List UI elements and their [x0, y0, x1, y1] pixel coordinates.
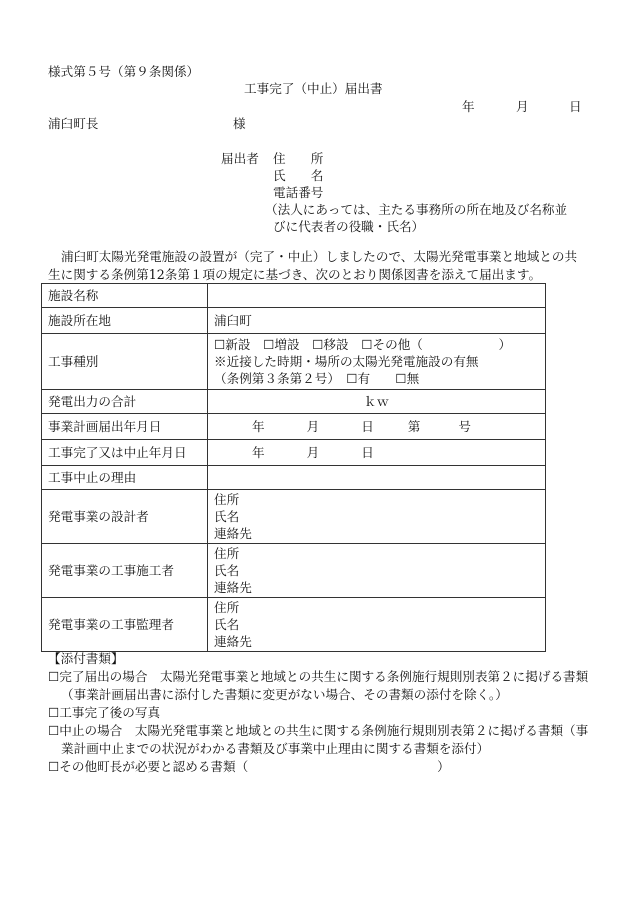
output-label: 発電出力の合計	[42, 390, 208, 414]
constructor-field[interactable]	[208, 544, 546, 598]
supervisor-address-label: 住所	[214, 600, 240, 615]
attachment-item-photos[interactable]: ☐工事完了後の写真	[48, 705, 161, 720]
attachments-section	[48, 650, 593, 776]
facility-name-field[interactable]	[208, 284, 546, 308]
date-year-label: 年	[462, 99, 475, 114]
constructor-name-label: 氏名	[214, 563, 240, 578]
facility-table	[41, 283, 546, 652]
row-facility-location	[42, 308, 546, 334]
output-unit: ｋｗ	[363, 393, 390, 409]
completion-year: 年	[252, 444, 265, 460]
plan-date-day: 日	[361, 418, 374, 434]
form-number: 様式第５号（第９条関係）	[48, 64, 200, 79]
work-type-field	[208, 334, 546, 390]
row-stop-reason	[42, 466, 546, 490]
applicant-label: 届出者	[221, 151, 259, 166]
completion-date-field[interactable]	[208, 440, 546, 466]
attachment-item-stop[interactable]: ☐中止の場合 太陽光発電事業と地域との共生に関する条例施行規則別表第２に掲げる書類（事業計画中止までの状況がわかる書類及び事業中止理由に関する書類を添付）	[48, 723, 589, 756]
work-type-label: 工事種別	[42, 334, 208, 390]
row-completion-date	[42, 440, 546, 466]
supervisor-field[interactable]	[208, 598, 546, 652]
completion-day: 日	[361, 444, 374, 460]
attachment-item-other[interactable]: ☐その他町長が必要と認める書類（ ）	[48, 759, 450, 774]
stop-reason-field[interactable]	[208, 466, 546, 490]
plan-date-month: 月	[306, 418, 320, 434]
attachment-item-completion[interactable]: ☐完了届出の場合 太陽光発電事業と地域との共生に関する条例施行規則別表第２に掲げる書類（事業計画届出書に添付した書類に変更がない場合、その書類の添付を除く。）	[48, 669, 589, 702]
designer-address-label: 住所	[214, 492, 240, 507]
row-supervisor	[42, 598, 546, 652]
date-day-label: 日	[569, 99, 582, 114]
stop-reason-label: 工事中止の理由	[42, 466, 208, 490]
plan-date-label: 事業計画届出年月日	[42, 414, 208, 440]
constructor-label: 発電事業の工事施工者	[42, 544, 208, 598]
supervisor-label: 発電事業の工事監理者	[42, 598, 208, 652]
plan-date-year: 年	[252, 418, 265, 434]
designer-label: 発電事業の設計者	[42, 490, 208, 544]
designer-field[interactable]	[208, 490, 546, 544]
designer-contact-label: 連絡先	[214, 526, 252, 541]
output-field[interactable]	[208, 390, 546, 414]
supervisor-contact-label: 連絡先	[214, 634, 252, 649]
row-plan-date	[42, 414, 546, 440]
addressee-honorific: 様	[233, 116, 246, 131]
row-constructor	[42, 544, 546, 598]
plan-date-field[interactable]	[208, 414, 546, 440]
attachments-heading: 【添付書類】	[48, 651, 124, 666]
facility-location-label: 施設所在地	[42, 308, 208, 334]
date-month-label: 月	[516, 99, 529, 114]
addressee-name: 浦臼町長	[48, 116, 99, 131]
applicant-name-label: 氏 名	[273, 168, 324, 183]
applicant-note-line1: （法人にあっては、主たる事務所の所在地及び名称並	[265, 202, 568, 217]
plan-number-suffix: 号	[458, 418, 471, 434]
constructor-contact-label: 連絡先	[214, 580, 252, 595]
applicant-note-line2: びに代表者の役職・氏名）	[273, 219, 425, 234]
facility-location-field[interactable]: 浦臼町	[208, 308, 546, 334]
applicant-address-label: 住 所	[273, 151, 324, 166]
nearby-facility-note: ※近接した時期・場所の太陽光発電施設の有無	[214, 354, 479, 369]
plan-number-prefix: 第	[407, 418, 421, 434]
row-facility-name	[42, 284, 546, 308]
completion-date-label: 工事完了又は中止年月日	[42, 440, 208, 466]
row-work-type	[42, 334, 546, 390]
row-designer	[42, 490, 546, 544]
document-title: 工事完了（中止）届出書	[244, 81, 383, 96]
constructor-address-label: 住所	[214, 546, 240, 561]
intro-paragraph: 浦臼町太陽光発電施設の設置が（完了・中止）しましたので、太陽光発電事業と地域との共生に関する条例第12条第１項の規定に基づき、次のとおり関係図書を添えて届出ます。	[48, 249, 578, 282]
completion-month: 月	[306, 444, 320, 460]
applicant-phone-label: 電話番号	[273, 185, 324, 200]
work-type-options[interactable]: ☐新設 ☐増設 ☐移設 ☐その他（ ）	[214, 337, 512, 352]
supervisor-name-label: 氏名	[214, 617, 240, 632]
facility-name-label: 施設名称	[42, 284, 208, 308]
nearby-facility-choice[interactable]: （条例第３条第２号） ☐有 ☐無	[214, 371, 420, 386]
row-output	[42, 390, 546, 414]
designer-name-label: 氏名	[214, 509, 240, 524]
